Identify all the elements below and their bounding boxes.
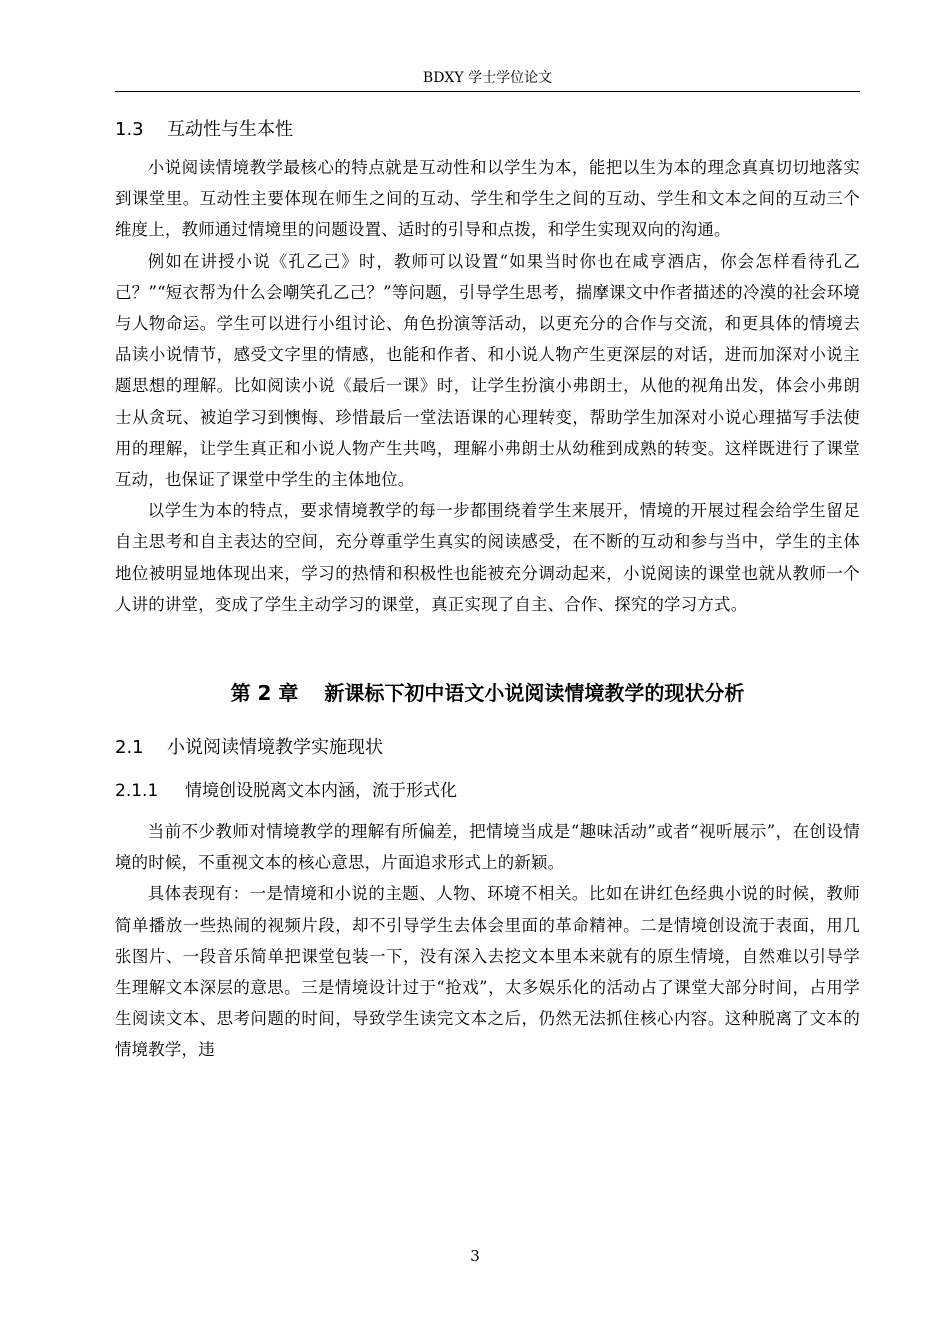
subsection-title: 情境创设脱离文本内涵，流于形式化 (185, 781, 457, 802)
chapter-number: 第 2 章 (230, 681, 299, 706)
subsection-number: 2.1.1 (115, 781, 159, 802)
paragraph: 例如在讲授小说《孔乙己》时，教师可以设置“如果当时你也在咸亨酒店，你会怎样看待孔乙己？”“短衣帮为什么会嘲笑孔乙己？”等问题，引导学生思考，揣摩课文中作者描述的冷漠的社会环境与人物命运。学生可以进行小组讨论、角色扮演等活动，以更充分的合作与交流，和更具体的情境去品读小说情节，感受文字里的情感，也能和作者、和小说人物产生更深层的对话，进而加深对小说主题思想的理解。比如阅读小说《最后一课》时，让学生扮演小弗朗士，从他的视角出发，体会小弗朗士从贪玩、被迫学习到懊悔、珍惜最后一堂法语课的心理转变，帮助学生加深对小说心理描写手法使用的理解，让学生真正和小说人物产生共鸣，理解小弗朗士从幼稚到成熟的转变。这样既进行了课堂互动，也保证了课堂中学生的主体地位。 (115, 251, 860, 490)
subsection-heading-2-1-1 (115, 778, 860, 804)
page-number: 3 (470, 1247, 480, 1265)
section-title: 互动性与生本性 (167, 119, 293, 140)
paragraph: 具体表现有：一是情境和小说的主题、人物、环境不相关。比如在讲红色经典小说的时候，教师简单播放一些热闹的视频片段，却不引导学生去体会里面的革命精神。二是情境创设流于表面，用几张图片、一段音乐简单把课堂包装一下，没有深入去挖文本里本来就有的原生情境，自然难以引导学生理解文本深层的意思。三是情境设计过于“抢戏”，太多娱乐化的活动占了课堂大部分时间，占用学生阅读文本、思考问题的时间，导致学生读完文本之后，仍然无法抓住核心内容。这种脱离了文本的情境教学，违 (115, 884, 860, 1060)
section-heading-1-3 (115, 116, 860, 144)
paragraph: 当前不少教师对情境教学的理解有所偏差，把情境当成是“趣味活动”或者“视听展示”，在创设情境的时候，不重视文本的核心意思，片面追求形式上的新颖。 (115, 822, 860, 873)
running-header: BDXY 学士学位论文 (422, 70, 553, 86)
paragraph: 小说阅读情境教学最核心的特点就是互动性和以学生为本，能把以生为本的理念真真切切地落实到课堂里。互动性主要体现在师生之间的互动、学生和学生之间的互动、学生和文本之间的互动三个维度上，教师通过情境里的问题设置、适时的引导和点拨，和学生实现双向的沟通。 (115, 158, 860, 240)
section-number: 2.1 (115, 737, 144, 759)
chapter-title: 新课标下初中语文小说阅读情境教学的现状分析 (324, 681, 745, 706)
page-content (115, 116, 860, 1066)
section-title: 小说阅读情境教学实施现状 (167, 737, 383, 759)
section-number: 1.3 (115, 119, 144, 140)
chapter-heading (115, 678, 860, 708)
header-rule (115, 91, 860, 92)
section-heading-2-1 (115, 734, 860, 762)
paragraph: 以学生为本的特点，要求情境教学的每一步都围绕着学生来展开，情境的开展过程会给学生留足自主思考和自主表达的空间，充分尊重学生真实的阅读感受，在不断的互动和参与当中，学生的主体地位被明显地体现出来，学习的热情和积极性也能被充分调动起来，小说阅读的课堂也就从教师一个人讲的讲堂，变成了学生主动学习的课堂，真正实现了自主、合作、探究的学习方式。 (115, 501, 860, 614)
